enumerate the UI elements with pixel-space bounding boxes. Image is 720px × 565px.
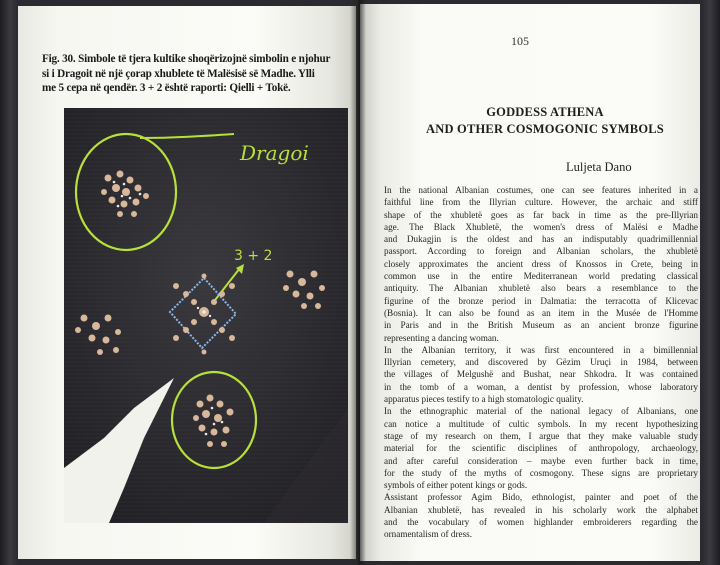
body-line: common use in the entire Mediterranean world predating classical: [384, 271, 698, 282]
body-line: in the tomb of a woman, a dentist by profession, whose laboratory: [384, 381, 698, 392]
article-title: [400, 104, 690, 138]
body-line: symbols of either potent kings or gods.: [384, 480, 528, 491]
handwritten-ratio-label: 3 + 2: [234, 248, 273, 264]
body-line: for the study of the myths of cosmogony. These signs are proprietary: [384, 467, 698, 478]
body-line: age. The Black Xhubletë, the women's dress of Malësi e Madhe: [384, 221, 698, 232]
body-line: in Paris and in the British Museum as an ancient bronze figurine: [384, 320, 698, 331]
figure-caption: [42, 52, 344, 96]
caption-line: Fig. 30. Simbole të tjera kultike shoqërizojnë simbolin e njohur: [42, 53, 331, 65]
embroidered-sock-photo: [64, 108, 348, 523]
article-author: Luljeta Dano: [566, 160, 632, 174]
sock-embroidery-figure: [64, 108, 348, 523]
body-line: In the Albanian territory, it was first encountered in a bimillennial: [384, 344, 698, 355]
book-gutter: [350, 0, 366, 565]
page-number: 105: [511, 34, 529, 48]
caption-line: si i Dragoit në një çorap xhublete të Malësisë së Madhe. Ylli: [42, 67, 315, 80]
body-line: representing a dancing woman.: [384, 332, 499, 343]
title-line: GODDESS ATHENA: [486, 105, 604, 119]
body-line: and the vocabulary of women highlander embroiderers regarding the: [384, 517, 698, 528]
handwritten-dragoi-label: Dragoi: [240, 141, 309, 165]
title-line: AND OTHER COSMOGONIC SYMBOLS: [426, 122, 664, 136]
body-line: can notice a multitude of cultic symbols. In my recent hypothesizing: [384, 418, 698, 429]
body-line: apparatus pieces testify to a high stomatologic quality.: [384, 394, 584, 405]
body-line: Albanian xhubletë, has revealed in his scholarly work the alphabet: [384, 504, 698, 515]
body-line: the villages of Melgushë and Bushat, near Shkodra. It was contained: [384, 369, 698, 380]
body-line: stage of my research on them, I argue that they make valuable study: [384, 430, 698, 441]
body-line: Assistant professor Agim Bido, ethnologist, painter and poet of the: [384, 492, 698, 503]
body-line: In the national Albanian costumes, one can see features inherited in a: [384, 185, 698, 195]
body-line: passport. According to foreign and Albanian scholars, the xhubletë: [384, 246, 698, 257]
body-line: material for the scientific disciplines of anthropology, archaeology,: [384, 443, 698, 454]
body-line: faithful line from the Illyrian culture. However, the archaic and stiff: [384, 197, 698, 208]
body-line: closely approximates the ancient dress of Knossos in Crete, being in: [384, 258, 698, 269]
body-line: Illyrian cemetery, and discovered by Gëzim Uruçi in 1984, between: [384, 357, 698, 368]
body-line: figurine of the bronze period in Dalmatia: the terracotta of Klicevac: [384, 295, 698, 306]
body-line: antiquity. The Albanian xhubletë also bears a resemblance to the: [384, 283, 698, 294]
body-line: and after careful consideration – maybe even further back in time,: [384, 455, 698, 466]
article-body: [384, 184, 698, 541]
body-line: and Dukagjin is the oldest and has an indisputably quadrimillennial: [384, 234, 698, 245]
body-line: ornamentalism of dress.: [384, 529, 473, 540]
body-line: shape of the xhubletë goes as far back in time as the pre-Illyrian: [384, 209, 698, 220]
body-line: In the ethnographic material of the national legacy of Albanians, one: [384, 406, 698, 417]
body-line: (Bosnia). It can also be found as an item in the Musée de l'Homme: [384, 307, 698, 318]
caption-line: me 5 cepa në qendër. 3 + 2 është raporti: Qielli + Tokë.: [42, 82, 291, 94]
